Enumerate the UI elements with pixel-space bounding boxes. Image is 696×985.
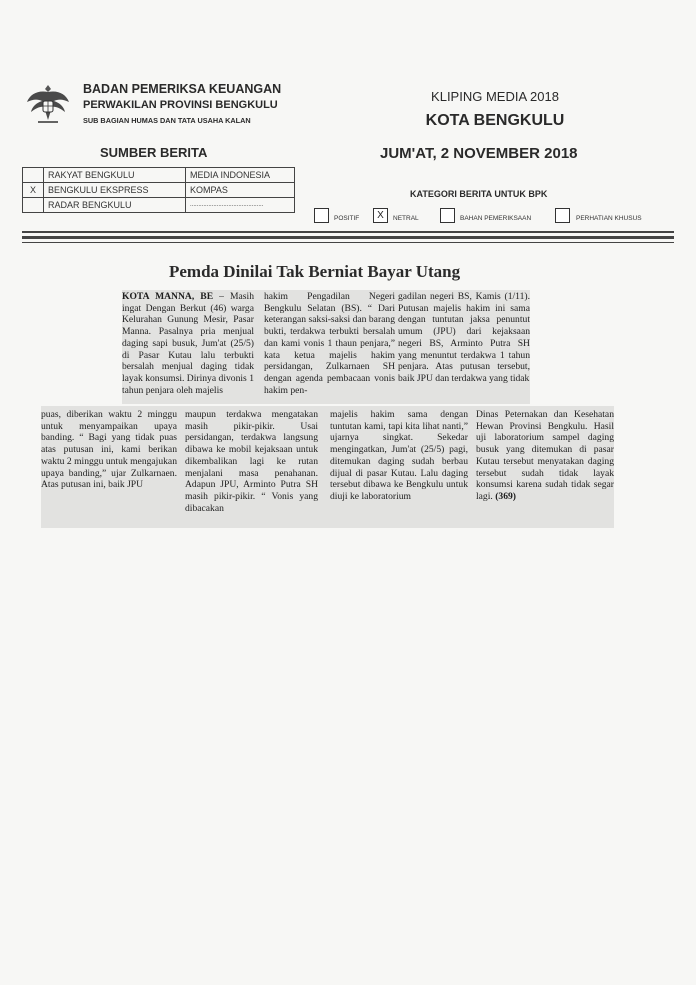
- source-row: [23, 168, 295, 183]
- kategori-label: KATEGORI BERITA UNTUK BPK: [410, 189, 548, 199]
- article-text: Dinas Peternakan dan Kesehatan Hewan Provinsi Bengkulu. Hasil uji laboratorium sampel daging busuk yang ditemukan di pasar Kutau tersebut menyatakan daging tersebut sudah tidak layak konsumsi karena sudah tidak segar lagi.: [476, 409, 614, 502]
- source-name: BENGKULU EKSPRESS: [44, 183, 186, 198]
- divider: [22, 236, 674, 239]
- city-title: KOTA BENGKULU: [425, 112, 565, 129]
- article-text: maupun terdakwa mengatakan masih pikir-pikir. Usai persidangan, terdakwa langsung dibawa ke mobil kejaksaan untuk dikembalikan lagi ke rutan menjalani masa penahanan. Adapun JPU, Arminto Putra SH masih pikir-pikir. “ Vonis yang dibacakan: [185, 409, 318, 514]
- source-mark: [23, 198, 44, 213]
- category-checkbox-perhatian: [555, 208, 570, 223]
- source-name: RAKYAT BENGKULU: [44, 168, 186, 183]
- article-title: Pemda Dinilai Tak Berniat Bayar Utang: [169, 262, 461, 281]
- article-text: hakim Pengadilan Negeri Bengkulu Selatan (BS). “ Dari keterangan saksi-saksi dan barang bukti, terdakwa terbukti bersalah dan kami vonis 1 thaun penjara,” kata ketua majelis hakim persidangan, Zulkarnaen SH dengan agenda pembacaan vonis hakim pen-: [264, 291, 395, 396]
- source-row: [23, 198, 295, 213]
- category-checkbox-bahan: [440, 208, 455, 223]
- article-code: (369): [495, 490, 516, 502]
- source-row: [23, 183, 295, 198]
- source-name: ............................................: [186, 198, 295, 213]
- source-mark: X: [23, 183, 44, 198]
- category-label: PERHATIAN KHUSUS: [576, 215, 642, 222]
- category-checkbox-netral: X: [373, 208, 388, 223]
- article-column: [185, 409, 318, 514]
- category-label: POSITIF: [334, 215, 360, 222]
- sumber-berita-label: SUMBER BERITA: [100, 145, 208, 160]
- article-column: [41, 409, 177, 491]
- category-label: BAHAN PEMERIKSAAN: [460, 215, 532, 222]
- article-text: majelis hakim sama dengan tuntutan kami, tapi kita lihat nanti,” ujarnya singkat. Sekedar mengingatkan, Jum'at (25/5) pagi, ditemukan daging sudah berbau dijual di pasar Kutau. Lalu daging tersebut dibawa ke Bengkulu untuk diuji ke laboratorium: [330, 409, 468, 502]
- org-branch: PERWAKILAN PROVINSI BENGKULU: [83, 99, 278, 111]
- source-name: KOMPAS: [186, 183, 295, 198]
- article-text: gadilan negeri BS, Kamis (1/11). Putusan majelis hakim ini sama dengan tuntutan jaksa penuntut umum (JPU) dari kejaksaan negeri BS, Arminto Putra SH yang menuntut terdakwa 1 tahun penjara. Atas putusan tersebut, baik JPU dan terdakwa yang tidak: [398, 291, 530, 384]
- org-name: BADAN PEMERIKSA KEUANGAN: [83, 82, 282, 96]
- divider: [22, 231, 674, 233]
- article-column: [264, 291, 395, 396]
- publication-date: JUM'AT, 2 NOVEMBER 2018: [380, 145, 578, 162]
- source-mark: [23, 168, 44, 183]
- category-label: NETRAL: [393, 215, 419, 222]
- article-column: [476, 409, 614, 503]
- source-table: [22, 167, 295, 213]
- article-column: [398, 291, 530, 385]
- kliping-title: KLIPING MEDIA 2018: [431, 89, 559, 104]
- category-checkbox-positif: [314, 208, 329, 223]
- article-text: puas, diberikan waktu 2 minggu untuk menyampaikan upaya banding. “ Bagi yang tidak puas atas putusan ini, kami berikan waktu 2 minggu untuk mengajukan upaya banding,” ujar Zulkarnaen. Atas putusan ini, baik JPU: [41, 409, 177, 491]
- article-column: [122, 291, 254, 396]
- source-name: RADAR BENGKULU: [44, 198, 186, 213]
- garuda-emblem-icon: [24, 80, 72, 128]
- divider: [22, 242, 674, 243]
- article-text: – Masih ingat Dengan Berkut (46) warga Kelurahan Gunung Mesir, Pasar Manna. Pasalnya pria menjual daging sapi busuk, Jum'at (25/5) di Pasar Kutau lalu terbukti bersalah menjual daging tidak layak konsumsi. Dirinya divonis 1 tahun penjara oleh majelis: [122, 291, 254, 396]
- article-column: [330, 409, 468, 503]
- article-dateline: KOTA MANNA, BE: [122, 291, 214, 302]
- org-subdivision: SUB BAGIAN HUMAS DAN TATA USAHA KALAN: [83, 116, 251, 125]
- source-name: MEDIA INDONESIA: [186, 168, 295, 183]
